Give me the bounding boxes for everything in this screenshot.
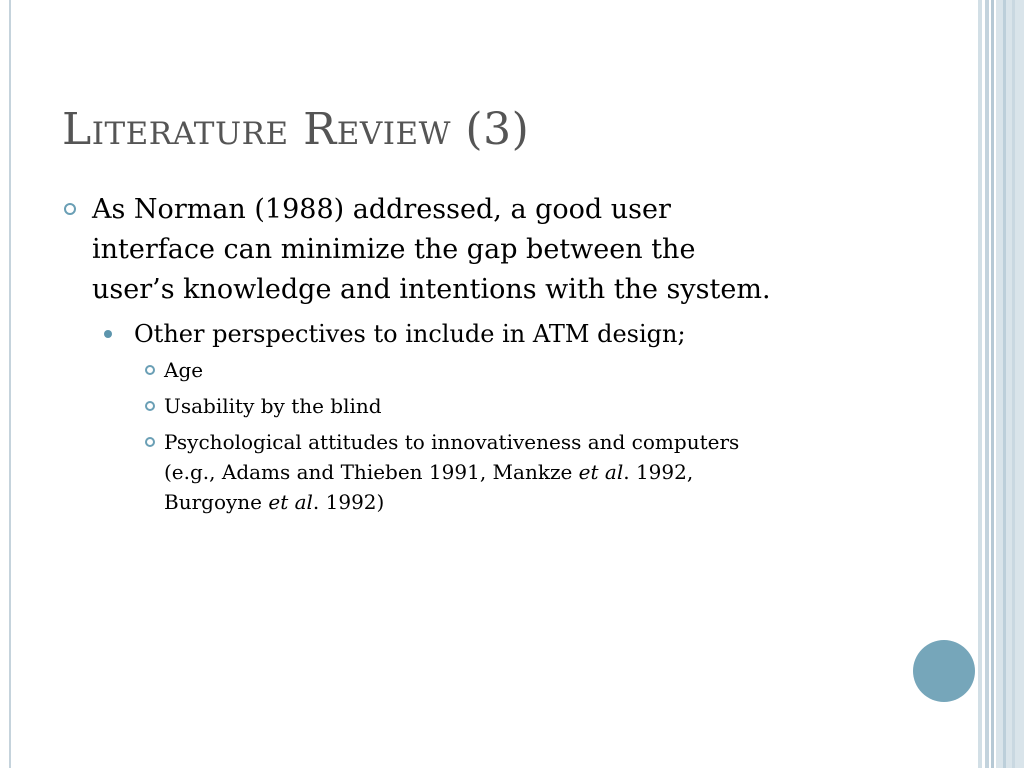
citation-text: . 1992) — [312, 490, 385, 514]
dot-bullet-icon — [104, 330, 112, 338]
et-al-italic: et al — [268, 490, 313, 514]
bullet-level-3-list — [164, 355, 922, 517]
bullet-level-3-blind — [164, 391, 864, 421]
bullet-1-line-2: interface can minimize the gap between the — [92, 234, 696, 265]
right-stripe-3 — [991, 0, 994, 768]
right-stripe-1 — [978, 0, 982, 768]
slide-body — [62, 190, 922, 523]
right-stripe-2 — [985, 0, 989, 768]
citation-text: Burgoyne — [164, 490, 269, 514]
bullet-3c-line-1: Psychological attitudes to innovativeness and computers — [164, 430, 740, 454]
citation-text: (e.g., Adams and Thieben 1991, Mankze — [164, 460, 579, 484]
right-stripe-band — [996, 0, 1024, 768]
slide-title: Literature Review (3) — [62, 104, 530, 155]
citation-text: . 1992, — [623, 460, 694, 484]
bullet-3c-line-3 — [164, 487, 864, 517]
ring-bullet-icon — [64, 203, 76, 215]
ring-bullet-icon — [145, 365, 155, 375]
left-border-rule — [9, 0, 11, 768]
bullet-level-3-age — [164, 355, 864, 385]
ring-bullet-icon — [145, 437, 155, 447]
bullet-3c-line-2 — [164, 457, 864, 487]
right-stripe-5 — [1012, 0, 1015, 768]
bullet-1-line-1: As Norman (1988) addressed, a good user — [92, 194, 671, 225]
bullet-3b-text: Usability by the blind — [164, 394, 382, 418]
right-stripe-4 — [1003, 0, 1006, 768]
bullet-level-3-psych — [164, 427, 864, 517]
bullet-1-line-3: user’s knowledge and intentions with the system. — [92, 274, 771, 305]
et-al-italic: et al — [578, 460, 624, 484]
ring-bullet-icon — [145, 401, 155, 411]
bullet-level-1 — [62, 190, 892, 310]
bullet-2-text: Other perspectives to include in ATM design; — [134, 320, 686, 348]
bullet-level-2 — [134, 317, 922, 351]
decorative-circle — [913, 640, 975, 702]
bullet-3a-text: Age — [164, 358, 204, 382]
